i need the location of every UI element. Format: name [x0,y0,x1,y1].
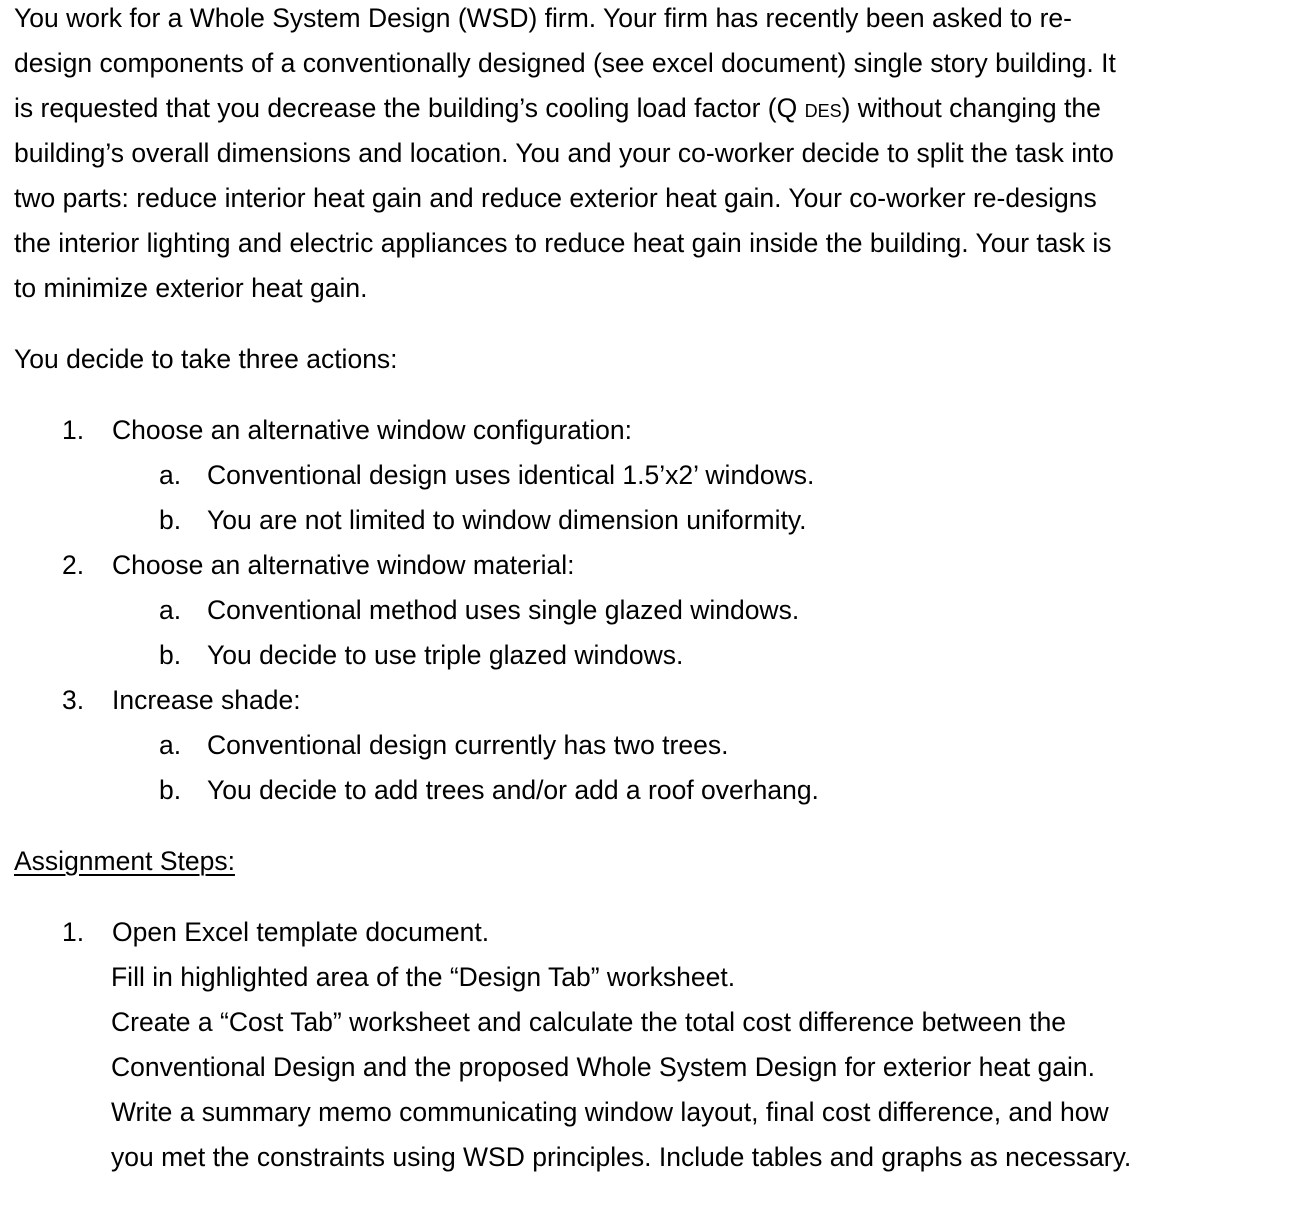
sub-list-letter: b. [159,640,182,670]
sub-list-letter: a. [159,460,182,490]
sub-list-item [14,498,1294,543]
sub-list-item [14,588,1294,633]
intro-line: two parts: reduce interior heat gain and reduce exterior heat gain. Your co-worker re-designs [14,183,1097,213]
intro-paragraph [14,0,1294,311]
list-continuation: Create a “Cost Tab” worksheet and calculate the total cost difference between the [111,1007,1067,1037]
list-continuation: you met the constraints using WSD principles. Include tables and graphs as necessary. [111,1142,1132,1172]
actions-lead: You decide to take three actions: [14,344,398,374]
steps-list [14,910,1294,1180]
sub-list-text: You are not limited to window dimension uniformity. [207,505,807,535]
intro-line: to minimize exterior heat gain. [14,273,368,303]
actions-list [14,408,1294,813]
list-text: Open Excel template document. [112,917,490,947]
sub-list-letter: b. [159,505,182,535]
sub-list-letter: a. [159,595,182,625]
sub-list-item [14,633,1294,678]
sub-list-text: Conventional method uses single glazed windows. [207,595,800,625]
list-text: Choose an alternative window material: [112,550,575,580]
sub-list-text: Conventional design uses identical 1.5’x2’ windows. [207,460,815,490]
steps-heading [14,839,1294,884]
list-item [14,910,1294,955]
list-item [14,678,1294,723]
list-continuation: Conventional Design and the proposed Whole System Design for exterior heat gain. [111,1052,1096,1082]
intro-text: ) without changing the [841,93,1101,123]
document-body [14,0,1294,1180]
list-number: 1. [62,415,85,445]
sub-list-item [14,723,1294,768]
sub-list-item [14,768,1294,813]
intro-line: design components of a conventionally designed (see excel document) single story building. It [14,48,1116,78]
sub-list-item [14,453,1294,498]
sub-list-text: Conventional design currently has two trees. [207,730,729,760]
intro-line: building’s overall dimensions and location. You and your co-worker decide to split the task into [14,138,1114,168]
subscript-des: DES [804,101,842,121]
intro-line [14,86,1294,131]
sub-list-letter: b. [159,775,182,805]
list-text: Increase shade: [112,685,301,715]
list-continuation: Fill in highlighted area of the “Design Tab” worksheet. [111,962,736,992]
list-item [14,543,1294,588]
list-number: 3. [62,685,85,715]
list-continuation: Write a summary memo communicating window layout, final cost difference, and how [111,1097,1109,1127]
list-text: Choose an alternative window configuration: [112,415,633,445]
sub-list-text: You decide to add trees and/or add a roof overhang. [207,775,819,805]
intro-line: You work for a Whole System Design (WSD) firm. Your firm has recently been asked to re- [14,3,1072,33]
list-number: 1. [62,917,85,947]
sub-list-text: You decide to use triple glazed windows. [207,640,684,670]
intro-text: is requested that you decrease the building’s cooling load factor (Q [14,93,805,123]
intro-line: the interior lighting and electric appliances to reduce heat gain inside the building. Your task is [14,228,1112,258]
list-item [14,408,1294,453]
steps-heading-text: Assignment Steps: [14,846,235,876]
list-number: 2. [62,550,85,580]
sub-list-letter: a. [159,730,182,760]
